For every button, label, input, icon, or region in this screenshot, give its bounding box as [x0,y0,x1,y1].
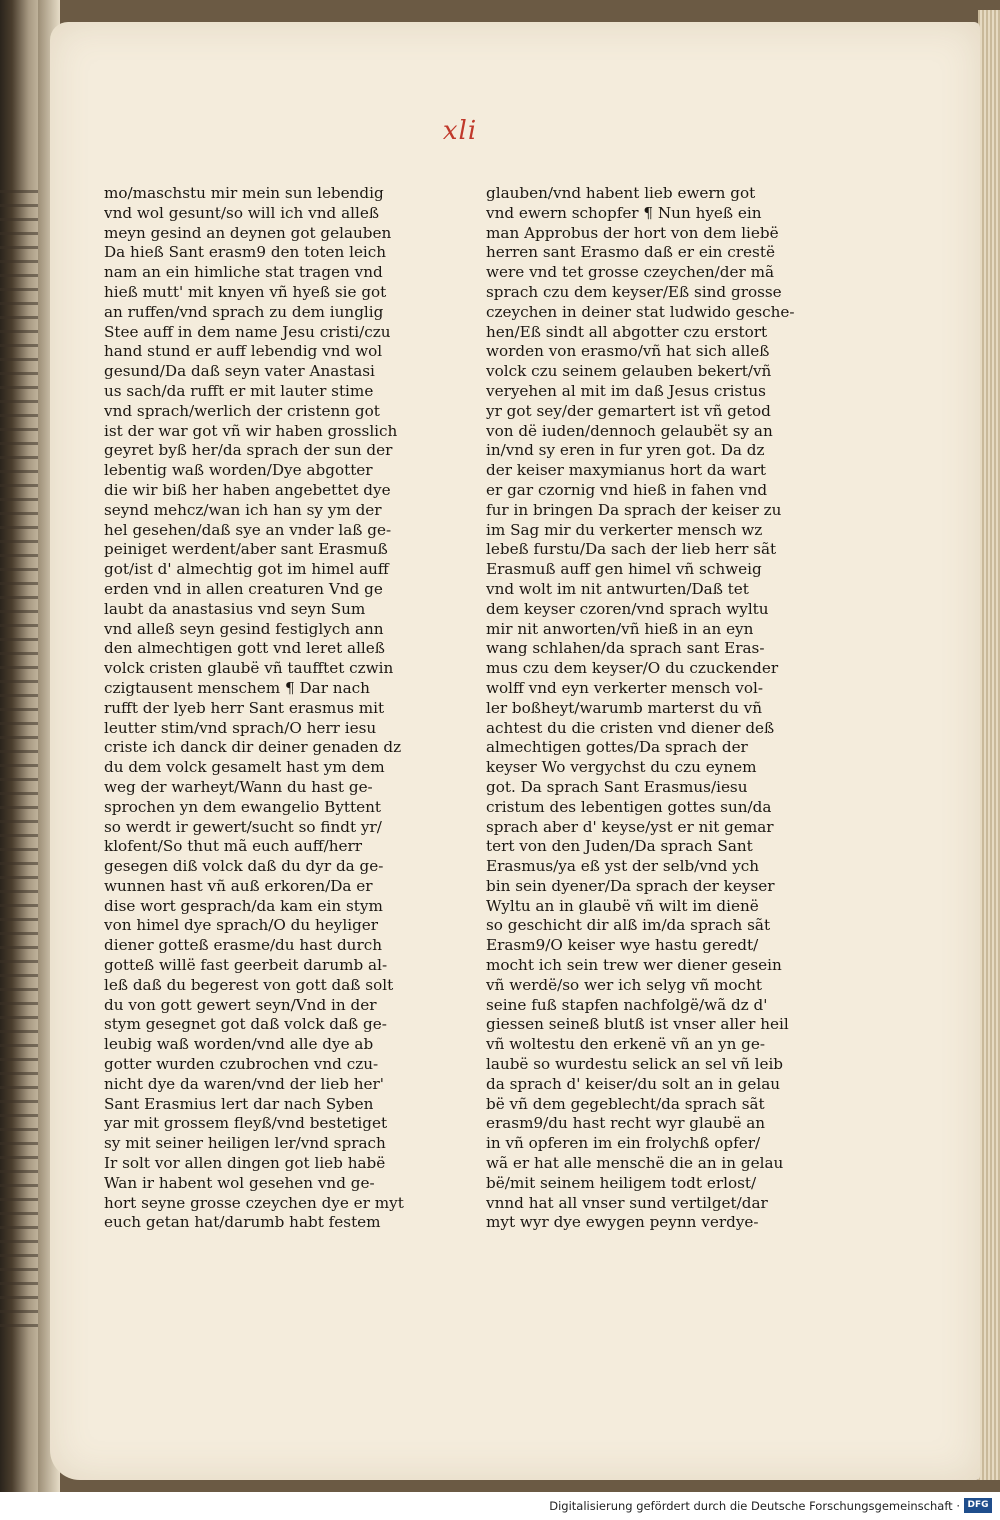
text-line: us sach/da rufft er mit lauter stime [104,381,374,400]
text-line: im Sag mir du verkerter mensch wz [486,520,763,539]
text-line: dem keyser czoren/vnd sprach wyltu [486,599,769,618]
text-line: gotteß willë fast geerbeit darumb al- [104,956,388,975]
text-line: Ir solt vor allen dingen got lieb habë [104,1154,386,1173]
text-line: vñ werdë/so wer ich selyg vñ mocht [486,975,762,994]
text-line: wolff vnd eyn verkerter mensch vol- [486,678,763,697]
text-line: hen/Eß sindt all abgotter czu erstort [486,322,768,341]
footer-bar [0,1492,1000,1520]
text-line: fur in bringen Da sprach der keiser zu [486,500,782,519]
text-line: Sant Erasmius lert dar nach Syben [104,1094,374,1113]
text-line: lebeß furstu/Da sach der lieb herr sãt [486,540,777,559]
text-line: hand stund er auff lebendig vnd wol [104,342,383,361]
text-line: du von gott gewert seyn/Vnd in der [104,995,377,1014]
text-line: klofent/So thut mã euch auff/herr [104,837,362,856]
text-line: veryehen al mit im daß Jesus cristus [486,381,766,400]
text-line: meyn gesind an deynen got gelauben [104,223,392,242]
text-line: yar mit grossem fleyß/vnd bestetiget [104,1114,388,1133]
text-line: volck cristen glaubë vñ taufftet czwin [104,659,394,678]
text-line: euch getan hat/darumb habt festem [104,1213,381,1232]
text-line: die wir biß her haben angebettet dye [104,480,391,499]
text-line: Erasmus/ya eß yst der selb/vnd ych [486,857,760,876]
text-line: cristum des lebentigen gottes sun/da [486,797,772,816]
text-line: wunnen hast vñ auß erkoren/Da er [104,876,373,895]
text-line: leutter stim/vnd sprach/O herr iesu [104,718,377,737]
page-edges-right [978,10,1000,1480]
text-line: in/vnd sy eren in fur yren got. Da dz [486,441,765,460]
left-text-column [104,184,424,1233]
text-line: dise wort gesprach/da kam ein stym [104,896,383,915]
text-line: erden vnd in allen creaturen Vnd ge [104,579,383,598]
text-line: gesegen diß volck daß du dyr da ge- [104,857,384,876]
text-line: mocht ich sein trew wer diener gesein [486,956,782,975]
text-line: da sprach d' keiser/du solt an in gelau [486,1074,781,1093]
text-line: diener gotteß erasme/du hast durch [104,936,383,955]
text-line: got. Da sprach Sant Erasmus/iesu [486,777,748,796]
text-line: gotter wurden czubrochen vnd czu- [104,1055,379,1074]
text-line: lebentig waß worden/Dye abgotter [104,461,373,480]
text-line: so werdt ir gewert/sucht so findt yr/ [104,817,382,836]
text-line: von dë iuden/dennoch gelaubët sy an [486,421,773,440]
text-line: mo/maschstu mir mein sun lebendig [104,184,384,202]
text-line: weg der warheyt/Wann du hast ge- [104,777,373,796]
text-line: an ruffen/vnd sprach zu dem iunglig [104,302,384,321]
text-line: mir nit anworten/vñ hieß in an eyn [486,619,754,638]
text-line: laubë so wurdestu selick an sel vñ leib [486,1055,784,1074]
text-line: hort seyne grosse czeychen dye er myt [104,1193,404,1212]
text-line: worden von erasmo/vñ hat sich alleß [486,342,770,361]
text-line: wang schlahen/da sprach sant Eras- [486,639,765,658]
text-line: czeychen in deiner stat ludwido gesche- [486,302,795,321]
folio-number: xli [442,116,478,146]
text-line: bë/mit seinem heiligem todt erlost/ [486,1173,757,1192]
text-line: criste ich danck dir deiner genaden dz [104,738,402,757]
text-line: bë vñ dem gegeblecht/da sprach sãt [486,1094,765,1113]
text-line: von himel dye sprach/O du heyliger [104,916,379,935]
text-line: geyret byß her/da sprach der sun der [104,441,393,460]
text-line: leß daß du begerest von gott daß solt [104,975,394,994]
text-line: volck czu seinem gelauben bekert/vñ [486,362,772,381]
text-line: peiniget werdent/aber sant Erasmuß [104,540,388,559]
text-line: ist der war got vñ wir haben grosslich [104,421,398,440]
text-line: achtest du die cristen vnd diener deß [486,718,775,737]
text-line: keyser Wo vergychst du czu eynem [486,758,757,777]
text-line: myt wyr dye ewygen peynn verdye- [486,1213,759,1232]
dfg-logo: DFG [964,1498,992,1513]
text-line: Da hieß Sant erasm9 den toten leich [104,243,387,262]
text-line: giessen seineß blutß ist vnser aller heil [486,1015,789,1034]
text-line: tert von den Juden/Da sprach Sant [486,837,753,856]
text-line: bin sein dyener/Da sprach der keyser [486,876,775,895]
text-line: vnd alleß seyn gesind festiglych ann [104,619,384,638]
text-line: in vñ opferen im ein frolychß opfer/ [486,1134,761,1153]
text-line: er gar czornig vnd hieß in fahen vnd [486,480,768,499]
text-line: got/ist d' almechtig got im himel auff [104,560,389,579]
text-line: vnnd hat all vnser sund vertilget/dar [486,1193,768,1212]
text-line: vnd sprach/werlich der cristenn got [104,401,380,420]
text-line: sprach czu dem keyser/Eß sind grosse [486,282,782,301]
text-line: hel gesehen/daß sye an vnder laß ge- [104,520,392,539]
text-line: hieß mutt' mit knyen vñ hyeß sie got [104,282,387,301]
text-line: vñ woltestu den erkenë vñ an yn ge- [486,1035,766,1054]
text-line: herren sant Erasmo daß er ein crestë [486,243,775,262]
text-line: ler boßheyt/warumb marterst du vñ [486,698,763,717]
text-line: sprochen yn dem ewangelio Byttent [104,797,381,816]
text-line: Wyltu an in glaubë vñ wilt im dienë [486,896,759,915]
text-line: seine fuß stapfen nachfolgë/wã dz d' [486,995,768,1014]
text-line: Stee auff in dem name Jesu cristi/czu [104,322,391,341]
text-line: Erasmuß auff gen himel vñ schweig [486,560,762,579]
text-line: nicht dye da waren/vnd der lieb her' [104,1074,384,1093]
text-line: almechtigen gottes/Da sprach der [486,738,748,757]
left-page-text-strip [0,190,40,1330]
text-line: erasm9/du hast recht wyr glaubë an [486,1114,766,1133]
text-line: du dem volck gesamelt hast ym dem [104,758,385,777]
text-line: wã er hat alle menschë die an in gelau [486,1154,784,1173]
text-line: nam an ein himliche stat tragen vnd [104,263,383,282]
text-line: man Approbus der hort von dem liebë [486,223,779,242]
text-line: vnd wolt im nit antwurten/Daß tet [486,579,749,598]
text-line: vnd wol gesunt/so will ich vnd alleß [104,203,379,222]
text-line: rufft der lyeb herr Sant erasmus mit [104,698,385,717]
text-line: laubt da anastasius vnd seyn Sum [104,599,366,618]
text-line: den almechtigen gott vnd leret alleß [104,639,385,658]
text-line: seynd mehcz/wan ich han sy ym der [104,500,382,519]
text-line: mus czu dem keyser/O du czuckender [486,659,779,678]
text-line: so geschicht dir alß im/da sprach sãt [486,916,771,935]
right-text-column [486,184,810,1233]
text-line: gesund/Da daß seyn vater Anastasi [104,362,375,381]
funding-notice: Digitalisierung gefördert durch die Deutsche Forschungsgemeinschaft · [549,1499,960,1513]
text-line: Wan ir habent wol gesehen vnd ge- [104,1173,375,1192]
text-line: glauben/vnd habent lieb ewern got [486,184,756,202]
text-line: leubig waß worden/vnd alle dye ab [104,1035,374,1054]
text-line: were vnd tet grosse czeychen/der mã [486,263,775,282]
text-line: sy mit seiner heiligen ler/vnd sprach [104,1134,386,1153]
text-line: Erasm9/O keiser wye hastu geredt/ [486,936,759,955]
text-line: der keiser maxymianus hort da wart [486,461,766,480]
text-line: sprach aber d' keyse/yst er nit gemar [486,817,774,836]
text-line: yr got sey/der gemartert ist vñ getod [486,401,771,420]
text-line: czigtausent menschem ¶ Dar nach [104,678,370,697]
text-line: vnd ewern schopfer ¶ Nun hyeß ein [486,203,762,222]
text-line: stym gesegnet got daß volck daß ge- [104,1015,387,1034]
